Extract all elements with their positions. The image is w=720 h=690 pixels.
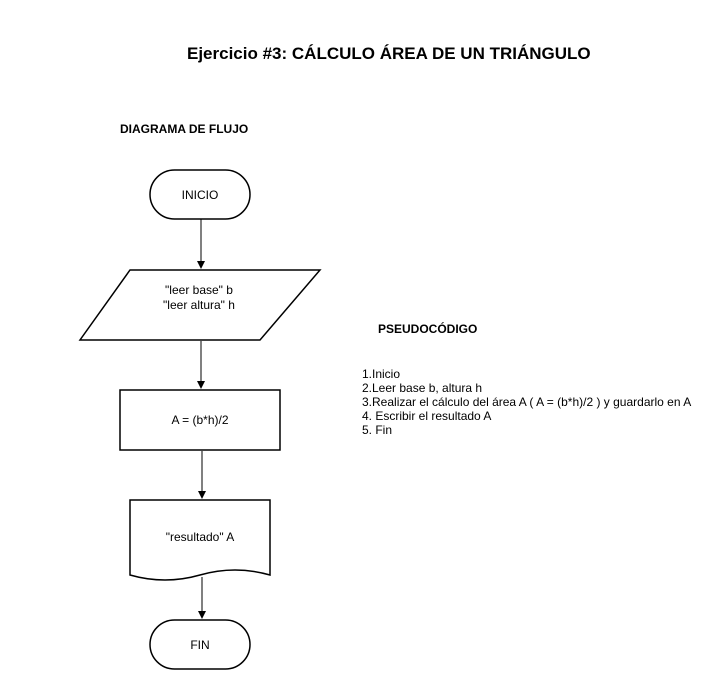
arrow-output-to-end: [198, 577, 206, 619]
arrow-process-to-output: [198, 451, 206, 499]
start-node: [150, 170, 250, 219]
pseudocode-heading: PSEUDOCÓDIGO: [378, 322, 478, 336]
page-title: Ejercicio #3: CÁLCULO ÁREA DE UN TRIÁNGULO: [187, 44, 591, 63]
output-node: [130, 500, 270, 580]
output-node-label: "resultado" A: [165, 530, 235, 544]
end-node: [150, 620, 250, 669]
arrow-start-to-input: [197, 219, 205, 269]
pseudocode-steps: [362, 367, 691, 437]
input-node: [80, 270, 320, 340]
pseudocode-step: 3.Realizar el cálculo del área A ( A = (b*h)/2 ) y guardarlo en A: [362, 395, 692, 409]
process-node-label: A = (b*h)/2: [171, 413, 229, 427]
process-node: [120, 390, 280, 450]
input-node-line2: "leer altura" h: [163, 298, 235, 312]
pseudocode-step: 1.Inicio: [362, 367, 401, 381]
pseudocode-step: 4. Escribir el resultado A: [362, 409, 492, 423]
arrow-input-to-process: [197, 341, 205, 389]
pseudocode-step: 5. Fin: [362, 423, 393, 437]
pseudocode-step: 2.Leer base b, altura h: [362, 381, 483, 395]
input-node-line1: "leer base" b: [165, 283, 233, 297]
flowchart-heading: DIAGRAMA DE FLUJO: [120, 122, 249, 136]
end-node-label: FIN: [190, 638, 210, 652]
start-node-label: INICIO: [181, 188, 219, 202]
